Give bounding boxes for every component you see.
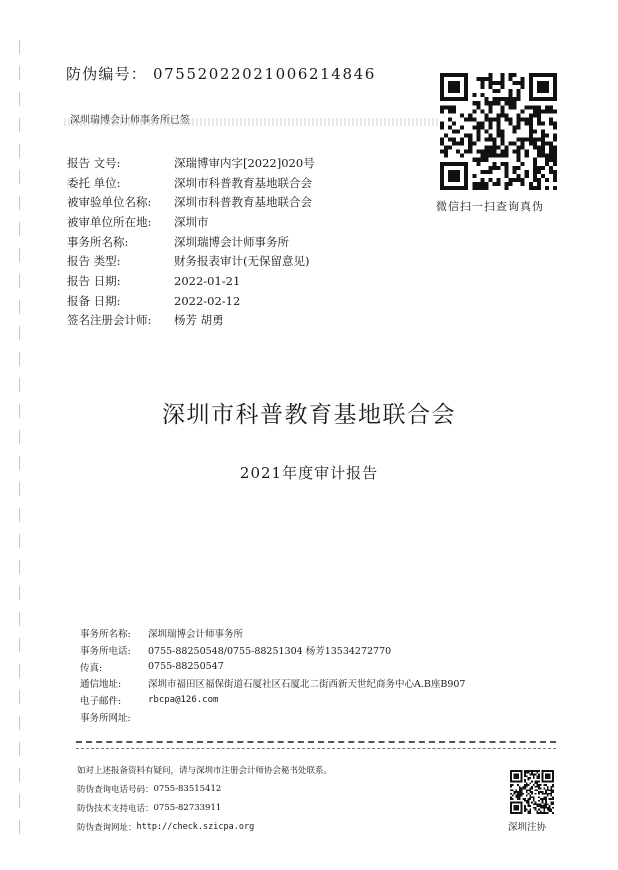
document-subtitle: 2021年度审计报告	[239, 464, 379, 482]
footer-value: 0755-82733911	[153, 802, 222, 813]
dashed-divider	[76, 741, 556, 743]
info-value: 深圳市	[174, 214, 209, 229]
firm-value: 0755-88250547	[148, 661, 224, 673]
qr-caption: 微信扫一扫查询真伪	[436, 200, 544, 213]
footer-value: 0755-83515412	[153, 783, 222, 794]
footer-label: 防伪查询网址：	[77, 823, 137, 834]
anti-fake-label: 防伪编号：	[66, 65, 148, 83]
info-value: 财务报表审计(无保留意见)	[174, 254, 310, 269]
info-row-report-no	[67, 153, 315, 173]
firm-email-link[interactable]: rbcpa@126.com	[148, 695, 219, 706]
info-label: 报告 日期:	[67, 273, 121, 288]
firm-row-fax	[80, 658, 465, 675]
footer-website-link[interactable]: http://check.szicpa.org	[136, 822, 255, 833]
footer-row-phone	[77, 779, 332, 798]
footer-row-website	[77, 818, 332, 837]
firm-label: 通信地址:	[80, 679, 122, 691]
info-value: 深圳市科普教育基地联合会	[174, 175, 312, 190]
firm-row-name	[80, 625, 465, 642]
info-label: 被审单位所在地:	[67, 214, 152, 229]
info-row-report-type	[67, 251, 315, 271]
info-row-signing-cpa	[67, 311, 315, 331]
info-row-report-date	[67, 271, 315, 291]
info-value: 2022-01-21	[174, 273, 241, 288]
firm-row-address	[80, 675, 465, 692]
firm-label: 事务所名称:	[80, 629, 131, 641]
firm-value: 深圳市福田区福保街道石厦社区石厦北二街西新天世纪商务中心A.B座B907	[148, 679, 466, 691]
firm-label: 事务所网址:	[80, 712, 131, 724]
qr-code-icon[interactable]	[440, 73, 557, 190]
firm-row-email	[80, 692, 465, 709]
footer-label: 防伪技术支持电话：	[77, 803, 154, 814]
info-value: 深圳瑞博会计师事务所	[174, 234, 289, 249]
info-row-location	[67, 212, 315, 232]
info-row-filing-date	[67, 291, 315, 311]
footer-row-support	[77, 798, 332, 817]
firm-label: 电子邮件:	[80, 696, 122, 708]
info-label: 被审验单位名称:	[67, 195, 152, 210]
firm-contact-block	[80, 625, 465, 725]
firm-value: 0755-88250548/0755-88251304 杨芳13534272770	[148, 646, 392, 658]
qr-code-icon[interactable]	[510, 770, 554, 814]
info-label: 事务所名称:	[67, 234, 129, 249]
info-label: 签名注册会计师:	[67, 313, 152, 328]
footer-block	[77, 760, 332, 837]
firm-value: 深圳瑞博会计师事务所	[148, 629, 244, 641]
anti-fake-value: 07552022021006214846	[153, 65, 376, 83]
info-label: 报备 日期:	[67, 293, 121, 308]
firm-row-website	[80, 708, 465, 725]
info-value: 杨芳 胡勇	[174, 313, 224, 328]
report-info-list	[67, 153, 315, 330]
info-row-client	[67, 173, 315, 193]
info-label: 报告 类型:	[67, 254, 121, 269]
firm-row-phone	[80, 642, 465, 659]
footer-label: 防伪查询电话号码：	[77, 784, 154, 795]
dashed-divider	[76, 748, 556, 749]
footer-notice: 如对上述报备资料有疑问，请与深圳市注册会计师协会秘书处联系。	[77, 765, 333, 776]
info-row-firm	[67, 232, 315, 252]
info-value: 深瑞博审内字[2022]020号	[174, 155, 315, 170]
info-label: 委托 单位:	[67, 175, 121, 190]
info-value: 2022-02-12	[174, 293, 241, 308]
qr-small-caption: 深圳注协	[508, 822, 547, 833]
firm-label: 传真:	[80, 662, 103, 674]
scan-edge-mark	[19, 40, 20, 840]
document-title: 深圳市科普教育基地联合会	[162, 402, 456, 428]
firm-label: 事务所电话:	[80, 646, 131, 658]
signed-stamp: 深圳瑞博会计师事务所已签	[70, 111, 190, 126]
info-value: 深圳市科普教育基地联合会	[174, 195, 312, 210]
info-label: 报告 文号:	[67, 155, 121, 170]
anti-fake-number	[66, 63, 376, 84]
info-row-audited-entity	[67, 192, 315, 212]
